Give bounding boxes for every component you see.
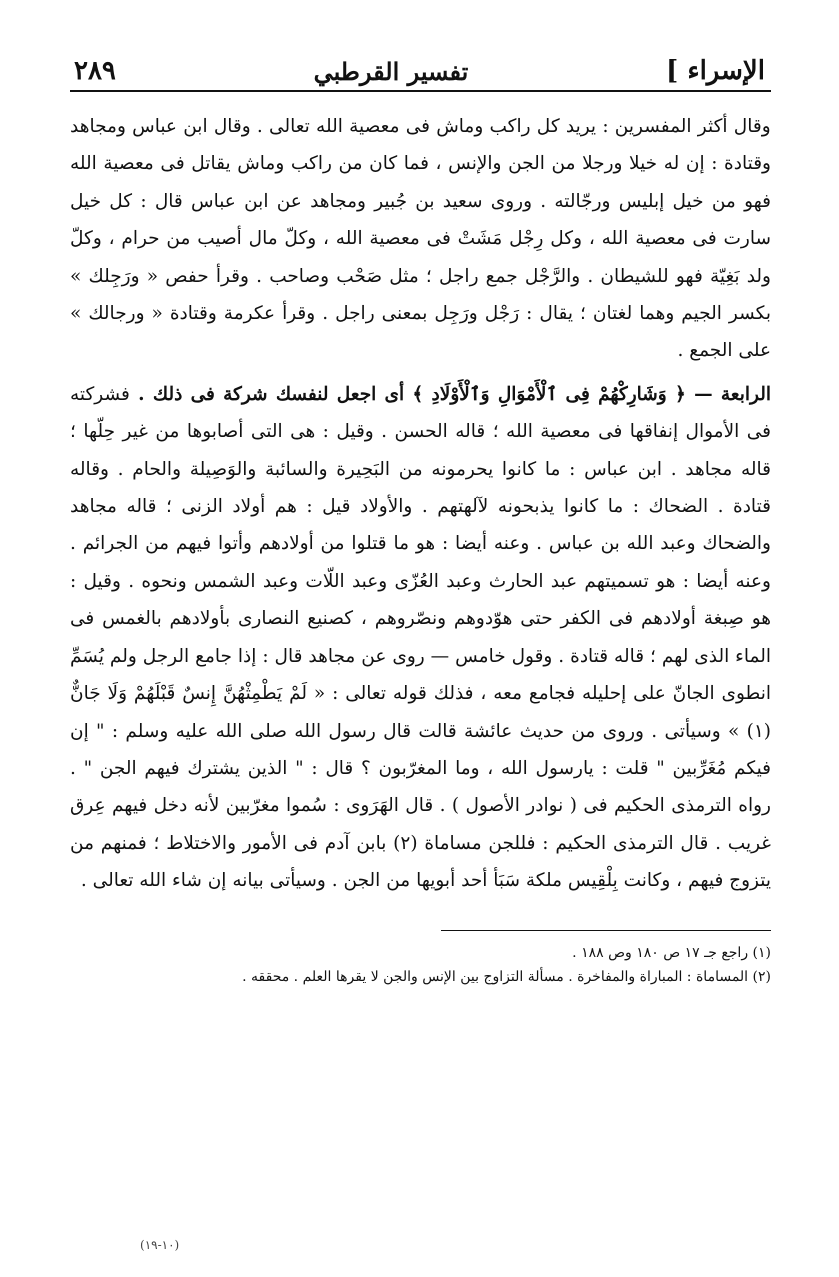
signature-mark: (١٠-١٩) [140,1238,180,1252]
text-line: خيل سارت فى معصية الله ، وكل رِجْل مَشَتْ فى معصية الله ، وكلّ مال أصيب من حرام ، [70,190,771,250]
page-number: ٢٨٩ [74,56,116,86]
text-line: إِنسٌ قَبْلَهُمْ وَلَا جَانٌّ (١) » وسيأتى . وروى من حديث عائشة قالت قال رسول الله صلى الله عليه [70,683,772,742]
page-header [70,42,771,92]
sura-title: الإسراء ] [666,56,765,86]
text-line: بأولادهم بالغمس فى الماء الذى لهم ؛ قاله قتادة . وقول خامس — روى عن مجاهد قال : [70,608,771,667]
text-line: وسلم : " إن فيكم مُغَرِّبين " قلت : يارسول الله ، وما المغرّبون ؟ قال : " الذين يشترك فيهم [70,720,772,779]
footnotes [70,941,771,989]
text-line: فمنهم من يتزوج فيهم ، وكانت بِلْقِيس ملكة سَبَأ أحد أبويها من الجن . وسيأتى بيانه إن شاء [70,832,771,892]
paragraph [70,376,771,900]
text-line: إذا جامع الرجل ولم يُسَمِّ انطوى الجانّ على إحليله فجامع معه ، فذلك قوله تعالى : « لَمْ يَطْمِثْهُنَّ [70,645,771,705]
footnote-divider [441,930,771,931]
text-line: فيهم عِرق غريب . قال الترمذى الحكيم : فللجن مساماة (٢) بابن آدم فى الأمور والاختلاط ؛ [70,795,771,854]
text-line: الجن " . رواه الترمذى الحكيم فى ( نوادر الأصول ) . قال الهَرَوى : سُموا مغرّبين لأنه دخل [70,757,771,817]
footnote: (٢) المساماة : المباراة والمفاخرة . مسألة التزاوج بين الإنس والجن لا يقرها العلم . محققه . [242,968,771,985]
text-line: وقاله قتادة . الضحاك : ما كانوا يذبحونه لآلهتهم . والأولاد قيل : هم أولاد الزنى ؛ قاله [70,458,771,518]
paragraph [70,108,771,370]
text-line: الرابعة — ﴿ وَشَارِكْهُمْ فِى ٱلْأَمْوَالِ وَٱلْأَوْلَادِ ﴾ أى اجعل لنفسك شركة فى ذلك . [129,383,771,405]
text-line: وقتادة : إن له خيلا ورجلا من الجن والإنس ، فما كان من راكب وماش يقاتل فى معصية [96,153,771,175]
text-line: « ورجالك » على الجمع . [70,303,771,362]
text-line: وكلّ ولد بَغِيّة فهو للشيطان . والرَّجْل جمع راجل ؛ مثل صَحْب وصاحب . وقرأ حفص [70,228,771,287]
body-text [70,108,771,900]
footnote: (١) راجع جـ ١٧ ص ١٨٠ وص ١٨٨ . [572,944,771,961]
book-title: تفسير القرطبي [313,57,469,86]
text-line: الله فهو من خيل إبليس ورجّالته . وروى سعيد بن جُبير ومجاهد عن ابن عباس قال : كل [70,153,771,212]
text-line: الله تعالى . [80,870,167,892]
text-line: حِلّها ؛ قاله مجاهد . ابن عباس : ما كانوا يحرمونه من البَحِيرة والسائبة والوَصِيلة والحام . [70,421,771,480]
text-line: ونحوه . وقيل : هو صِبغة أولادهم فى الكفر حتى هوّدوهم ونصّروهم ، كصنيع النصارى [70,570,772,630]
text-line: فشركته فى الأموال إنفاقها فى معصية الله ؛ قاله الحسن . وقيل : هى التى أصابوها من غير [70,383,771,443]
text-line: الجرائم . وعنه أيضا : هو تسميتهم عبد الحارث وعبد العُزّى وعبد اللّات وعبد الشمس [70,533,771,592]
text-line: مجاهد والضحاك وعبد الله بن عباس . وعنه أيضا : هو ما قتلوا من أولادهم وأتوا فيهم من [70,496,771,555]
text-line: « ورَجِلك » بكسر الجيم وهما لغتان ؛ يقال : رَجْل ورَجِل بمعنى راجل . وقرأ عكرمة وقتادة [70,265,771,325]
text-line: وقال أكثر المفسرين : يريد كل راكب وماش فى معصية الله تعالى . وقال ابن عباس ومجاهد [70,116,771,137]
